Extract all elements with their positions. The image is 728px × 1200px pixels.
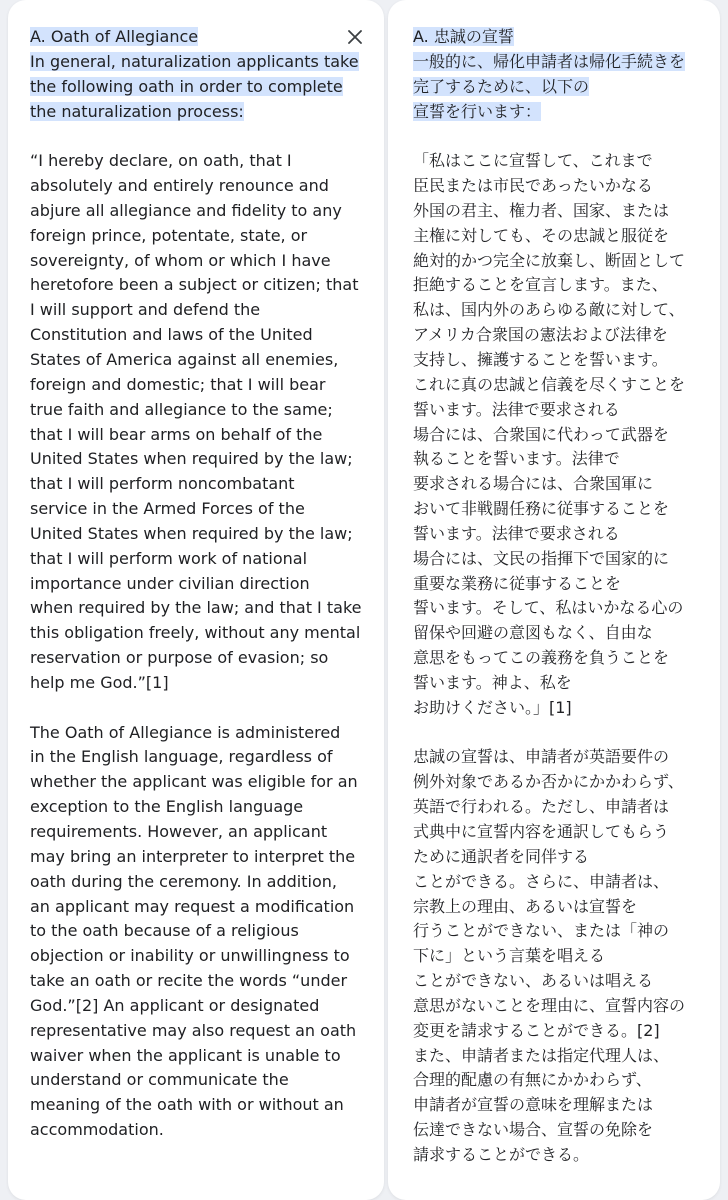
- japanese-oath-line: おいて非戦闘任務に従事することを: [413, 499, 670, 519]
- english-text: [30, 25, 361, 1143]
- english-oath-line: that I will bear arms on behalf of the: [30, 424, 323, 444]
- japanese-oath-line: 誓います。法律で要求される: [413, 399, 620, 419]
- english-oath-line: absolutely and entirely renounce and: [30, 176, 329, 196]
- japanese-paragraph-line: 合理的配慮の有無にかかわらず、: [413, 1070, 652, 1090]
- japanese-oath-line: 臣民または市民であったいかなる: [413, 176, 653, 196]
- japanese-oath-line: お助けください。」[1]: [413, 697, 572, 717]
- japanese-oath-line: 私は、国内外のあらゆる敵に対して、: [413, 300, 685, 320]
- english-oath-line: “I hereby declare, on oath, that I: [30, 151, 292, 171]
- english-intro-line: the naturalization process:: [30, 101, 244, 121]
- english-oath-line: heretofore been a subject or citizen; that: [30, 275, 359, 295]
- english-paragraph-line: exception to the English language: [30, 797, 304, 817]
- english-oath-line: foreign and domestic; that I will bear: [30, 374, 326, 394]
- english-intro-line: In general, naturalization applicants take: [30, 51, 359, 71]
- english-oath-line: States of America against all enemies,: [30, 349, 339, 369]
- english-oath-line: sovereignty, of whom or which I have: [30, 250, 331, 270]
- japanese-oath-line: これに真の忠誠と信義を尽くすことを: [413, 374, 686, 394]
- japanese-oath-line: 外国の君主、権力者、国家、または: [413, 200, 670, 220]
- japanese-oath-line: 重要な業務に従事することを: [413, 573, 622, 593]
- japanese-paragraph-line: 変更を請求することができる。[2]: [413, 1020, 660, 1040]
- japanese-paragraph-line: 伝達できない場合、宣誓の免除を: [413, 1120, 654, 1140]
- japanese-oath-quote: [413, 149, 685, 720]
- japanese-oath-line: 支持し、擁護することを誓います。: [413, 349, 668, 369]
- japanese-oath-line: 要求される場合には、合衆国軍に: [413, 474, 654, 494]
- japanese-oath-line: 主権に対しても、その忠誠と服従を: [413, 225, 670, 245]
- english-paragraph-line: take an oath or recite the words “under: [30, 971, 348, 991]
- japanese-oath-line: 意思をもってこの義務を負うことを: [413, 648, 670, 668]
- english-paragraph-line: objection or inability or unwillingness to: [30, 946, 350, 966]
- japanese-text: [413, 25, 685, 1168]
- japanese-intro-line: 宣誓を行います：: [413, 101, 542, 121]
- english-oath-line: Constitution and laws of the United: [30, 325, 313, 345]
- english-paragraph-line: representative may also request an oath: [30, 1020, 357, 1040]
- english-oath-line: help me God.”[1]: [30, 672, 169, 692]
- japanese-oath-line: 場合には、合衆国に代わって武器を: [413, 424, 669, 444]
- japanese-oath-line: アメリカ合衆国の憲法および法律を: [413, 325, 668, 345]
- english-paragraph-line: may bring an interpreter to interpret the: [30, 846, 356, 866]
- japanese-oath-line: 絶対的かつ完全に放棄し、断固として: [413, 250, 686, 270]
- japanese-oath-line: 留保や回避の意図もなく、自由な: [413, 623, 653, 643]
- japanese-intro-line: 完了するために、以下の: [413, 76, 590, 96]
- japanese-oath-line: 場合には、文民の指揮下で国家的に: [413, 548, 670, 568]
- japanese-oath-line: 誓います。そして、私はいかなる心の: [413, 598, 684, 618]
- japanese-paragraph-line: ために通訳者を同伴する: [413, 846, 590, 866]
- english-oath-line: United States when required by the law;: [30, 449, 353, 469]
- japanese-paragraph-line: 例外対象であるか否かにかかわらず、: [413, 772, 684, 792]
- japanese-oath-line: 誓います。神よ、私を: [413, 672, 572, 692]
- japanese-oath-line: 拒絶することを宣言します。また、: [413, 275, 668, 295]
- english-paragraph-line: requirements. However, an applicant: [30, 822, 328, 841]
- english-paragraph-line: in the English language, regardless of: [30, 747, 333, 767]
- japanese-oath-line: 「私はここに宣誓して、これまで: [413, 151, 653, 171]
- english-paragraph-line: oath during the ceremony. In addition,: [30, 871, 337, 891]
- english-paragraph-line: God.”[2] An applicant or designated: [30, 995, 320, 1015]
- english-oath-line: I will support and defend the: [30, 300, 261, 320]
- japanese-paragraph-line: 意思がないことを理由に、宣誓内容の: [413, 995, 686, 1015]
- english-paragraph-line: to the oath because of a religious: [30, 921, 299, 941]
- english-oath-line: true faith and allegiance to the same;: [30, 399, 333, 419]
- english-oath-line: that I will perform noncombatant: [30, 474, 295, 494]
- japanese-oath-line: 誓います。法律で要求される: [413, 523, 620, 543]
- japanese-intro: [413, 50, 685, 125]
- japanese-intro-line: 一般的に、帰化申請者は帰化手続きを: [413, 51, 686, 71]
- japanese-paragraph-line: また、申請者または指定代理人は、: [413, 1045, 670, 1065]
- english-panel: [8, 0, 384, 1200]
- japanese-paragraph-line: 請求することができる。: [413, 1144, 590, 1164]
- japanese-paragraph-line: 申請者が宣誓の意味を理解または: [413, 1095, 654, 1115]
- english-intro: [30, 50, 361, 125]
- english-paragraph-line: whether the applicant was eligible for an: [30, 772, 358, 792]
- japanese-paragraph-line: 行うことができない、または「神の: [413, 921, 670, 941]
- english-title: A. Oath of Allegiance: [30, 27, 199, 46]
- english-paragraph-2: [30, 721, 361, 1143]
- english-paragraph-line: The Oath of Allegiance is administered: [30, 722, 341, 742]
- japanese-title: A. 忠誠の宣誓: [413, 27, 514, 46]
- english-paragraph-line: an applicant may request a modification: [30, 896, 355, 916]
- japanese-paragraph-2: [413, 745, 685, 1167]
- english-oath-line: foreign prince, potentate, state, or: [30, 225, 308, 245]
- english-oath-line: United States when required by the law;: [30, 523, 353, 543]
- english-oath-line: service in the Armed Forces of the: [30, 499, 305, 519]
- english-paragraph-line: understand or communicate the: [30, 1070, 289, 1090]
- english-oath-line: when required by the law; and that I take: [30, 598, 362, 618]
- english-intro-line: the following oath in order to complete: [30, 76, 343, 96]
- english-oath-quote: [30, 149, 361, 696]
- english-paragraph-line: meaning of the oath with or without an: [30, 1095, 344, 1115]
- japanese-paragraph-line: 宗教上の理由、あるいは宣誓を: [413, 896, 638, 916]
- japanese-oath-line: 執ることを誓います。法律で: [413, 449, 620, 469]
- english-paragraph-line: waiver when the applicant is unable to: [30, 1045, 341, 1065]
- english-oath-line: that I will perform work of national: [30, 548, 308, 568]
- japanese-paragraph-line: ことができる。さらに、申請者は、: [413, 871, 670, 891]
- english-oath-line: importance under civilian direction: [30, 573, 310, 593]
- japanese-paragraph-line: ことができない、あるいは唱える: [413, 971, 654, 991]
- english-paragraph-line: accommodation.: [30, 1120, 164, 1140]
- japanese-paragraph-line: 忠誠の宣誓は、申請者が英語要件の: [413, 747, 670, 767]
- japanese-paragraph-line: 式典中に宣誓内容を通訳してもらう: [413, 822, 670, 841]
- japanese-panel: [388, 0, 720, 1200]
- english-oath-line: reservation or purpose of evasion; so: [30, 648, 329, 668]
- japanese-paragraph-line: 下に」という言葉を唱える: [413, 946, 606, 966]
- english-oath-line: this obligation freely, without any mental: [30, 623, 361, 643]
- japanese-paragraph-line: 英語で行われる。ただし、申請者は: [413, 797, 670, 817]
- english-oath-line: abjure all allegiance and fidelity to any: [30, 200, 342, 220]
